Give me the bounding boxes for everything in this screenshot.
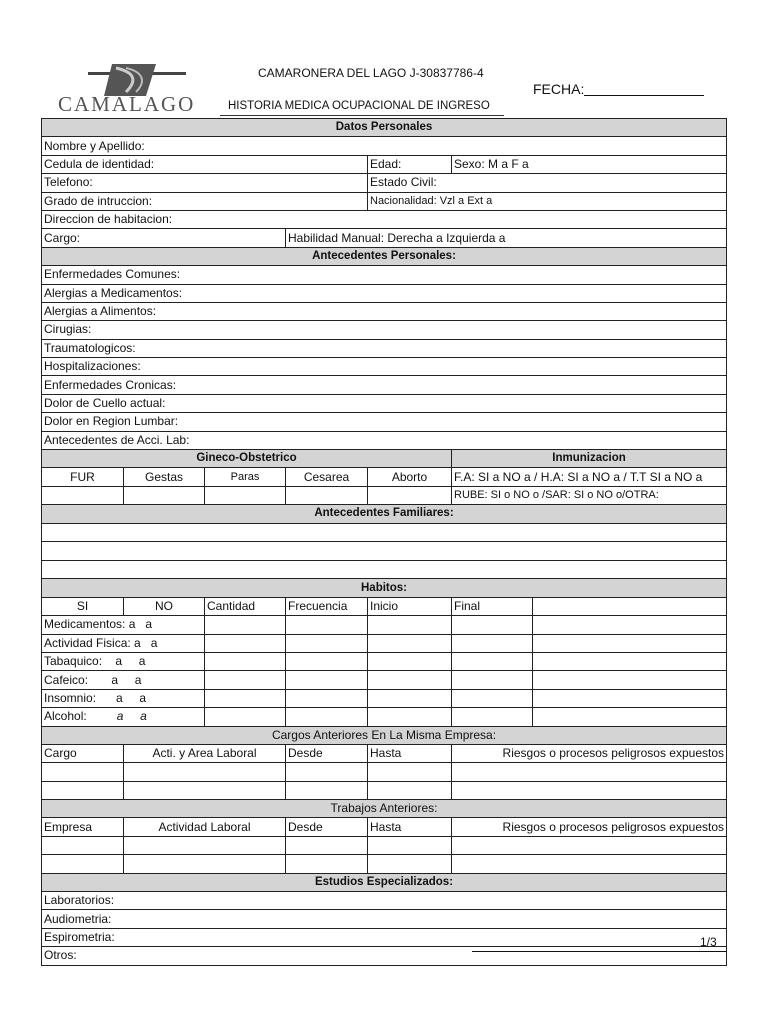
section-estudios-especializados: Estudios Especializados: [42, 873, 727, 891]
habito-frecuencia[interactable] [286, 671, 368, 689]
habito-frecuencia[interactable] [286, 689, 368, 707]
desde-cell[interactable] [286, 855, 368, 873]
section-cargos-anteriores: Cargos Anteriores En La Misma Empresa: [42, 726, 727, 744]
section-datos-personales: Datos Personales [42, 119, 727, 137]
section-antecedentes-familiares: Antecedentes Familiares: [42, 505, 727, 523]
habito-extra[interactable] [533, 634, 727, 652]
field-familiar[interactable] [42, 560, 727, 578]
field-cesarea[interactable] [286, 486, 368, 504]
field-antecedente[interactable]: Enfermedades Comunes: [42, 266, 727, 284]
field-nombre[interactable]: Nombre y Apellido: [42, 137, 727, 155]
col-fur: FUR [42, 468, 124, 486]
col-hasta: Hasta [368, 744, 452, 762]
form-header [0, 0, 768, 118]
habito-frecuencia[interactable] [286, 652, 368, 670]
page-number: 1/3 [700, 935, 717, 949]
habito-final[interactable] [452, 616, 533, 634]
medical-history-form [41, 118, 727, 966]
habito-row[interactable]: Actividad Fisica: a a [42, 634, 205, 652]
section-trabajos-anteriores: Trabajos Anteriores: [42, 800, 727, 818]
section-gineco-obstetrico: Gineco-Obstetrico [42, 450, 452, 468]
actividad-cell[interactable] [124, 855, 286, 873]
riesgos-cell[interactable] [452, 855, 727, 873]
field-antecedente[interactable]: Hospitalizaciones: [42, 358, 727, 376]
hasta-cell[interactable] [368, 855, 452, 873]
col-empresa: Empresa [42, 818, 124, 836]
habito-cantidad[interactable] [205, 708, 286, 726]
habito-inicio[interactable] [368, 689, 452, 707]
hasta-cell[interactable] [368, 763, 452, 781]
col-aborto: Aborto [368, 468, 452, 486]
col-si: SI [42, 597, 124, 615]
field-edad[interactable]: Edad: [368, 155, 452, 173]
company-name: CAMARONERA DEL LAGO J-30837786-4 [258, 66, 484, 80]
habito-extra[interactable] [533, 708, 727, 726]
field-inmunizacion-1[interactable]: F.A: SI a NO a / H.A: SI a NO a / T.T SI a NO a [452, 468, 727, 486]
form-title: HISTORIA MEDICA OCUPACIONAL DE INGRESO [228, 100, 490, 112]
empresa-cell[interactable] [42, 836, 124, 854]
field-estudio[interactable]: Laboratorios: [42, 892, 727, 910]
field-estado-civil[interactable]: Estado Civil: [368, 174, 727, 192]
field-cargo[interactable]: Cargo: [42, 229, 286, 247]
habito-final[interactable] [452, 671, 533, 689]
field-estudio[interactable]: Espirometria: [42, 928, 727, 946]
field-nacionalidad[interactable]: Nacionalidad: Vzl a Ext a [368, 192, 727, 210]
habito-final[interactable] [452, 708, 533, 726]
habito-inicio[interactable] [368, 708, 452, 726]
riesgos-cell[interactable] [452, 763, 727, 781]
habito-inicio[interactable] [368, 616, 452, 634]
field-inmunizacion-2[interactable]: RUBE: SI o NO o /SAR: SI o NO o/OTRA: [452, 486, 727, 504]
cargo-cell[interactable] [42, 781, 124, 799]
acti-cell[interactable] [124, 763, 286, 781]
habito-extra[interactable] [533, 652, 727, 670]
field-familiar[interactable] [42, 541, 727, 560]
logo-text: CAMALAGO [58, 92, 196, 116]
hasta-cell[interactable] [368, 836, 452, 854]
col-gestas: Gestas [124, 468, 205, 486]
field-habilidad-manual[interactable]: Habilidad Manual: Derecha a Izquierda a [286, 229, 727, 247]
section-inmunizacion: Inmunizacion [452, 450, 727, 468]
habito-extra[interactable] [533, 616, 727, 634]
habito-row[interactable]: Alcohol: a a [42, 708, 205, 726]
habito-frecuencia[interactable] [286, 616, 368, 634]
col-riesgos: Riesgos o procesos peligrosos expuestos [452, 744, 727, 762]
field-antecedente[interactable]: Cirugias: [42, 321, 727, 339]
col-no: NO [124, 597, 205, 615]
habito-final[interactable] [452, 689, 533, 707]
field-antecedente[interactable]: Antecedentes de Acci. Lab: [42, 431, 727, 449]
field-antecedente[interactable]: Alergias a Alimentos: [42, 302, 727, 320]
habito-final[interactable] [452, 652, 533, 670]
field-gestas[interactable] [124, 486, 205, 504]
habito-row[interactable]: Medicamentos: a a [42, 616, 205, 634]
actividad-cell[interactable] [124, 836, 286, 854]
habito-cantidad[interactable] [205, 652, 286, 670]
fecha-label: FECHA: [533, 81, 585, 97]
field-fur[interactable] [42, 486, 124, 504]
fecha-input-line[interactable] [584, 95, 704, 96]
habito-row[interactable]: Cafeico: a a [42, 671, 205, 689]
desde-cell[interactable] [286, 836, 368, 854]
habito-cantidad[interactable] [205, 671, 286, 689]
col-paras: Paras [205, 468, 286, 486]
field-familiar[interactable] [42, 523, 727, 541]
col-cesarea: Cesarea [286, 468, 368, 486]
field-antecedente[interactable]: Traumatologicos: [42, 339, 727, 357]
field-antecedente[interactable]: Alergias a Medicamentos: [42, 284, 727, 302]
col-frecuencia: Frecuencia [286, 597, 368, 615]
empresa-cell[interactable] [42, 855, 124, 873]
col-hasta: Hasta [368, 818, 452, 836]
col-cantidad: Cantidad [205, 597, 286, 615]
title-underline [220, 115, 504, 116]
hasta-cell[interactable] [368, 781, 452, 799]
field-cedula[interactable]: Cedula de identidad: [42, 155, 368, 173]
field-antecedente[interactable]: Enfermedades Cronicas: [42, 376, 727, 394]
riesgos-cell[interactable] [452, 836, 727, 854]
habito-row[interactable]: Tabaquico: a a [42, 652, 205, 670]
field-telefono[interactable]: Telefono: [42, 174, 368, 192]
section-habitos: Habitos: [42, 579, 727, 597]
desde-cell[interactable] [286, 763, 368, 781]
field-aborto[interactable] [368, 486, 452, 504]
habito-cantidad[interactable] [205, 616, 286, 634]
habitos-extra [533, 597, 727, 615]
field-paras[interactable] [205, 486, 286, 504]
habito-inicio[interactable] [368, 652, 452, 670]
habito-extra[interactable] [533, 671, 727, 689]
field-direccion[interactable]: Direccion de habitacion: [42, 210, 727, 228]
habito-extra[interactable] [533, 689, 727, 707]
acti-cell[interactable] [124, 781, 286, 799]
riesgos-cell[interactable] [452, 781, 727, 799]
habito-row[interactable]: Insomnio: a a [42, 689, 205, 707]
habito-frecuencia[interactable] [286, 708, 368, 726]
col-final: Final [452, 597, 533, 615]
col-acti-area: Acti. y Area Laboral [124, 744, 286, 762]
desde-cell[interactable] [286, 781, 368, 799]
field-estudio[interactable]: Otros: [42, 947, 727, 965]
footer-line [472, 951, 726, 952]
habito-inicio[interactable] [368, 634, 452, 652]
field-antecedente[interactable]: Dolor en Region Lumbar: [42, 413, 727, 431]
habito-final[interactable] [452, 634, 533, 652]
section-antecedentes-personales: Antecedentes Personales: [42, 247, 727, 265]
col-riesgos: Riesgos o procesos peligrosos expuestos [452, 818, 727, 836]
field-grado-instruccion[interactable]: Grado de intruccion: [42, 192, 368, 210]
habito-cantidad[interactable] [205, 634, 286, 652]
field-antecedente[interactable]: Dolor de Cuello actual: [42, 394, 727, 412]
col-desde: Desde [286, 744, 368, 762]
field-estudio[interactable]: Audiometria: [42, 910, 727, 928]
col-inicio: Inicio [368, 597, 452, 615]
col-actividad-laboral: Actividad Laboral [124, 818, 286, 836]
col-cargo: Cargo [42, 744, 124, 762]
habito-inicio[interactable] [368, 671, 452, 689]
habito-cantidad[interactable] [205, 689, 286, 707]
habito-frecuencia[interactable] [286, 634, 368, 652]
col-desde: Desde [286, 818, 368, 836]
cargo-cell[interactable] [42, 763, 124, 781]
field-sexo[interactable]: Sexo: M a F a [452, 155, 727, 173]
